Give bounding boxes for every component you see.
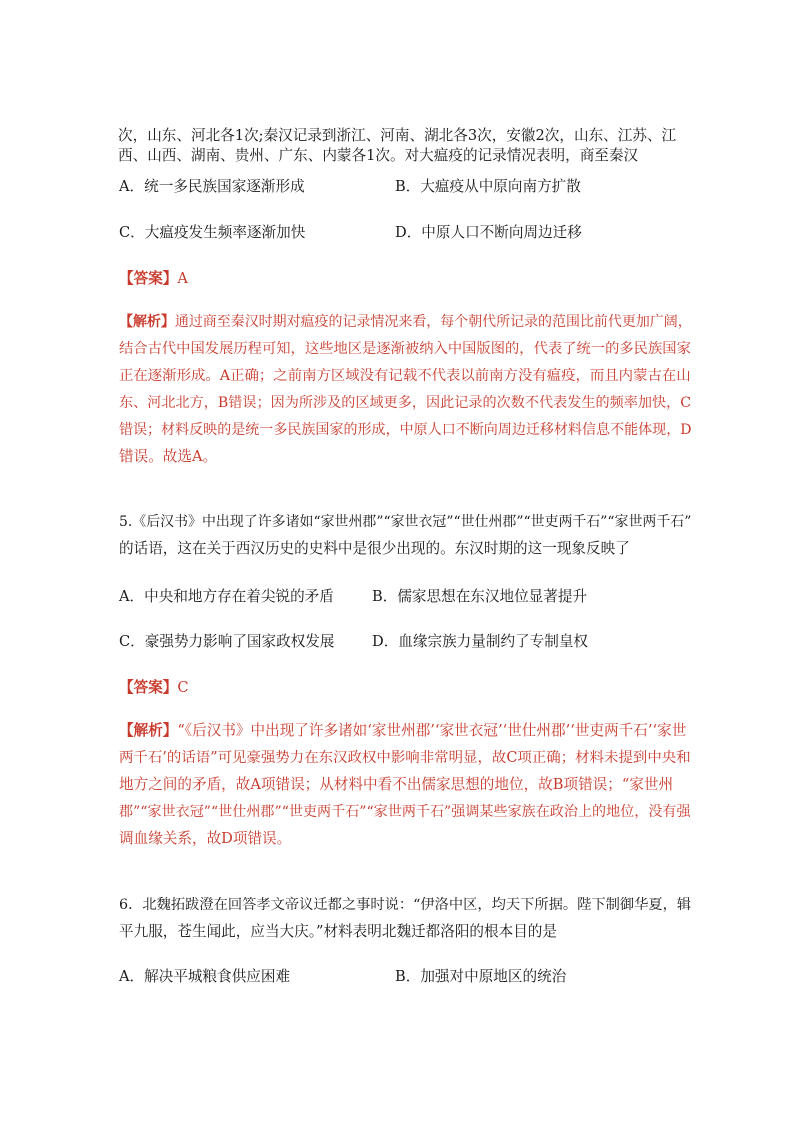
question-4-options-row-2 <box>119 221 689 245</box>
analysis-line: 郡”“家世衣冠”“世仕州郡”“世吏两千石”“家世两千石”强调某些家族在政治上的地位，没有强 <box>119 804 691 820</box>
question-6-options-row-1 <box>119 965 689 989</box>
option-d: D．中原人口不断向周边迁移 <box>395 224 582 241</box>
analysis-line: 错误。故选A。 <box>119 448 218 465</box>
option-b: B．儒家思想在东汉地位显著提升 <box>372 588 588 605</box>
option-a: A．解决平城粮食供应困难 <box>119 968 291 985</box>
answer-label: 【答案】 <box>119 679 178 696</box>
question-5-options-row-1 <box>119 585 689 609</box>
analysis-line: 两千石’的话语”可见豪强势力在东汉政权中影响非常明显，故C项正确；材料未提到中央和 <box>119 750 691 766</box>
analysis-label: 【解析】 <box>119 314 175 330</box>
stem-line: 西、山西、湖南、贵州、广东、内蒙各1次。对大瘟疫的记录情况表明，商至秦汉 <box>118 147 639 164</box>
analysis-line: 正在逐渐形成。A正确；之前南方区域没有记载不代表以前南方没有瘟疫，而且内蒙古在山 <box>119 368 691 384</box>
option-a: A．中央和地方存在着尖锐的矛盾 <box>119 588 334 605</box>
question-4-options-row-1 <box>119 175 689 199</box>
analysis-line: 东、河北北方，B错误；因为所涉及的区域更多，因此记录的次数不代表发生的频率加快，C <box>119 395 692 411</box>
option-c: C．大瘟疫发生频率逐渐加快 <box>119 224 306 241</box>
analysis-line: 调血缘关系，故D项错误。 <box>119 830 292 847</box>
question-5-options-row-2 <box>119 630 689 654</box>
stem-line: 的话语，这在关于西汉历史的史料中是很少出现的。东汉时期的这一现象反映了 <box>119 540 630 557</box>
analysis-line: 结合古代中国发展历程可知，这些地区是逐渐被纳入中国版图的，代表了统一的多民族国家 <box>119 341 691 357</box>
option-b: B．加强对中原地区的统治 <box>395 968 567 985</box>
analysis-line: 【解析】“《后汉书》中出现了许多诸如‘家世州郡’‘家世衣冠’‘世仕州郡’‘世吏两千石’‘家世 <box>119 722 687 739</box>
question-4-answer <box>119 267 188 291</box>
option-b: B．大瘟疫从中原向南方扩散 <box>395 178 581 195</box>
analysis-line: 【解析】通过商至秦汉时期对瘟疫的记录情况来看，每个朝代所记录的范围比前代更加广阔， <box>119 314 692 330</box>
answer-label: 【答案】 <box>119 270 178 287</box>
analysis-line: 错误；材料反映的是统一多民族国家的形成，中原人口不断向周边迁移材料信息不能体现，D <box>119 422 692 438</box>
stem-line: 6．北魏拓跋澄在回答孝文帝议迁都之事时说：“伊洛中区，均天下所据。陛下制御华夏，辑 <box>119 897 692 913</box>
answer-value: C <box>177 679 189 696</box>
stem-line: 5.《后汉书》中出现了许多诸如“家世州郡”“家世衣冠”“世仕州郡”“世吏两千石”“家世两千石” <box>119 514 692 530</box>
option-a: A．统一多民族国家逐渐形成 <box>119 178 305 195</box>
answer-value: A <box>177 270 188 287</box>
stem-line: 次，山东、河北各1次;秦汉记录到浙江、河南、湖北各3次，安徽2次，山东、江苏、江 <box>118 127 677 144</box>
option-c: C．豪强势力影响了国家政权发展 <box>119 633 335 650</box>
analysis-label: 【解析】 <box>119 722 178 739</box>
analysis-line: 地方之间的矛盾，故A项错误；从材料中看不出儒家思想的地位，故B项错误；“家世州 <box>119 776 674 793</box>
option-d: D．血缘宗族力量制约了专制皇权 <box>372 633 589 650</box>
question-5-answer <box>119 676 189 700</box>
stem-line: 平九服，苍生闻此，应当大庆。”材料表明北魏迁都洛阳的根本目的是 <box>119 923 557 940</box>
